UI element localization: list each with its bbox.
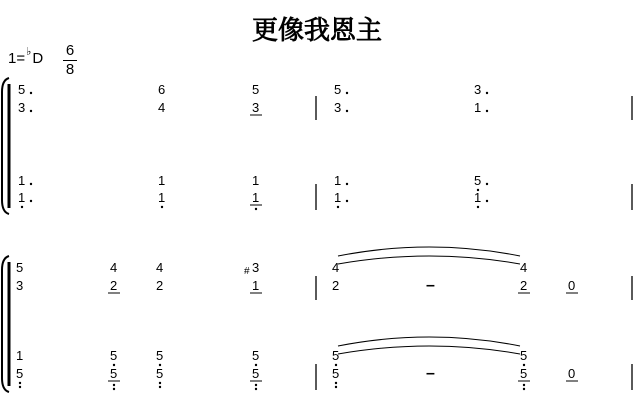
note: 0 xyxy=(568,366,576,381)
note: 5 xyxy=(16,366,24,381)
augmentation-dot xyxy=(486,110,488,112)
note: 3 xyxy=(252,100,260,115)
system-2-barlines xyxy=(316,276,632,390)
note: 4 xyxy=(110,260,118,275)
octave-low-dot xyxy=(335,386,337,388)
augmentation-dot xyxy=(346,200,348,202)
augmentation-dot xyxy=(30,200,32,202)
note: 1 xyxy=(18,173,26,188)
note: 3 xyxy=(474,82,482,97)
key-prefix: 1= xyxy=(8,50,26,67)
note: 5 xyxy=(156,348,164,363)
note: 5 xyxy=(16,260,24,275)
note: 1 xyxy=(334,173,342,188)
note: 3 xyxy=(252,260,260,275)
note: 5 xyxy=(332,366,340,381)
augmentation-dot xyxy=(346,110,348,112)
ties xyxy=(338,247,520,354)
octave-low-dot xyxy=(477,206,479,208)
note: 5 xyxy=(18,82,26,97)
octave-low-dot xyxy=(159,382,161,384)
octave-low-dot xyxy=(523,388,525,390)
note: 5 xyxy=(474,173,482,188)
note: 3 xyxy=(334,100,342,115)
note: 3 xyxy=(16,278,24,293)
octave-low-dot xyxy=(113,388,115,390)
note: 2 xyxy=(110,278,118,293)
octave-low-dot xyxy=(21,206,23,208)
note: 1 xyxy=(334,190,342,205)
note: 1 xyxy=(158,173,166,188)
augmentation-dot xyxy=(346,92,348,94)
note: 5 xyxy=(110,366,118,381)
note: 5 xyxy=(156,366,164,381)
note: 5 xyxy=(252,348,260,363)
octave-low-dot xyxy=(19,382,21,384)
octave-low-dot xyxy=(335,382,337,384)
note: 1 xyxy=(158,190,166,205)
augmentation-dot xyxy=(30,183,32,185)
note: 2 xyxy=(520,278,528,293)
note: 1 xyxy=(474,100,482,115)
augmentation-dot xyxy=(30,110,32,112)
note: 1 xyxy=(252,173,260,188)
system-1-bracket xyxy=(2,78,9,214)
note: 4 xyxy=(156,260,164,275)
time-signature-top: 6 xyxy=(65,42,75,59)
rest-dash: – xyxy=(426,365,435,382)
note: 5 xyxy=(520,366,528,381)
octave-low-dot xyxy=(255,388,257,390)
note: 6 xyxy=(158,82,166,97)
note: 5 xyxy=(520,348,528,363)
augmentation-dot xyxy=(486,200,488,202)
note: 1 xyxy=(18,190,26,205)
octave-low-dot xyxy=(161,206,163,208)
note: 1 xyxy=(474,190,482,205)
note: 4 xyxy=(332,260,340,275)
note: 0 xyxy=(568,278,576,293)
note: 5 xyxy=(252,82,260,97)
note: 5 xyxy=(332,348,340,363)
octave-low-dot xyxy=(337,206,339,208)
system-2-bracket xyxy=(2,256,9,392)
note: 2 xyxy=(332,278,340,293)
note: 5 xyxy=(334,82,342,97)
octave-low-dot xyxy=(113,384,115,386)
octave-low-dot xyxy=(159,386,161,388)
time-signature-bottom: 8 xyxy=(65,61,75,78)
note: 3 xyxy=(18,100,26,115)
augmentation-dot xyxy=(486,92,488,94)
octave-low-dot xyxy=(255,208,257,210)
note: 1 xyxy=(16,348,24,363)
octave-low-dot xyxy=(523,384,525,386)
note: 4 xyxy=(158,100,166,115)
flat-icon: ♭ xyxy=(26,46,32,58)
note: 1 xyxy=(252,190,260,205)
octave-low-dot xyxy=(255,384,257,386)
note: 4 xyxy=(520,260,528,275)
augmentation-dot xyxy=(346,183,348,185)
score-title: 更像我恩主 xyxy=(251,16,382,46)
augmentation-dot xyxy=(486,183,488,185)
note: 1 xyxy=(252,278,260,293)
note: 5 xyxy=(110,348,118,363)
sharp-icon: # xyxy=(244,266,250,277)
notes-layer xyxy=(16,82,578,390)
octave-low-dot xyxy=(19,386,21,388)
augmentation-dot xyxy=(30,92,32,94)
note: 2 xyxy=(156,278,164,293)
note: 5 xyxy=(252,366,260,381)
rest-dash: – xyxy=(426,277,435,294)
key-note: D xyxy=(32,50,44,67)
